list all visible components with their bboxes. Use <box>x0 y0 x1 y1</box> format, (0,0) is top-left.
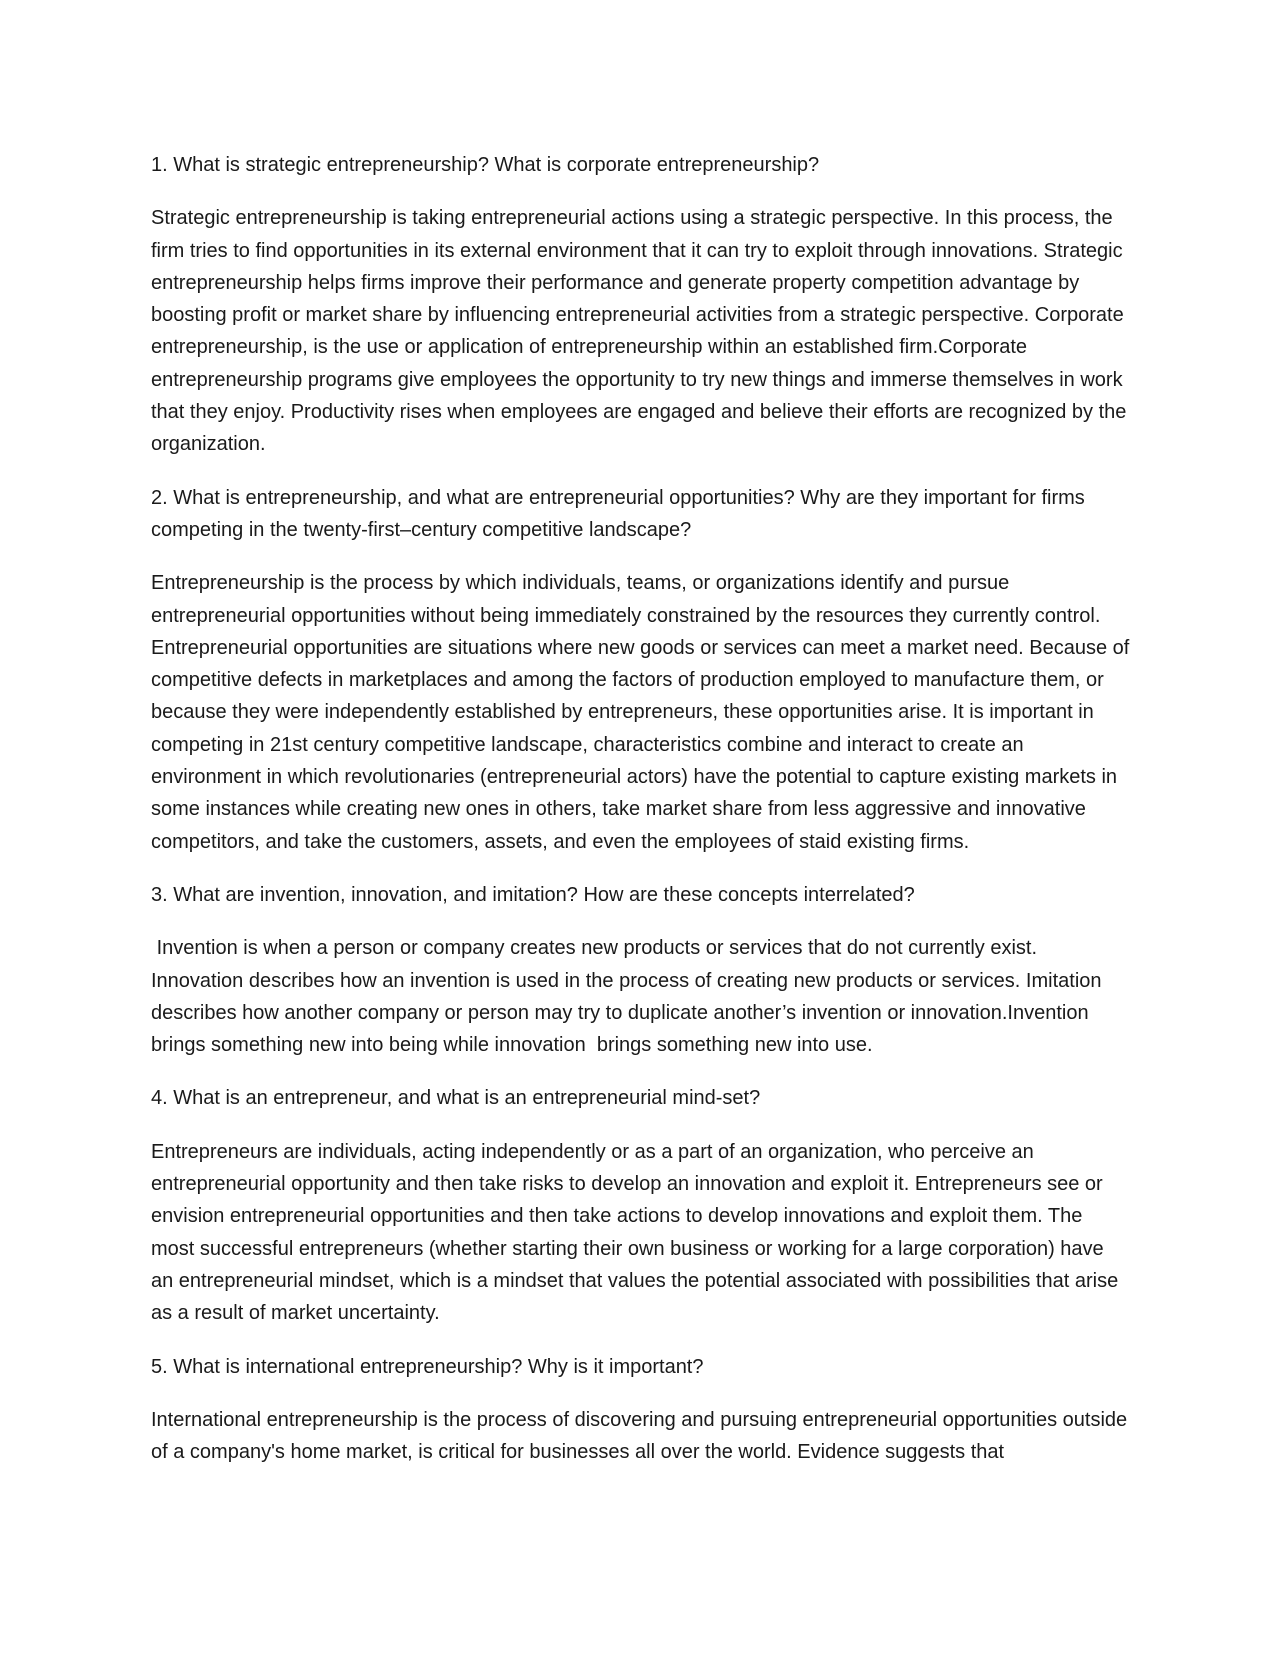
question-2: 2. What is entrepreneurship, and what are entrepreneurial opportunities? Why are they important for firms competing in the twenty-first–century competitive landscape? <box>151 486 1085 541</box>
answer-5: International entrepreneurship is the process of discovering and pursuing entrepreneurial opportunities outside of a company's home market, is critical for businesses all over the world. Evidence suggests that <box>151 1408 1128 1464</box>
document-body <box>151 149 1131 1489</box>
question-5: 5. What is international entrepreneurship? Why is it important? <box>151 1355 704 1378</box>
answer-2: Entrepreneurship is the process by which individuals, teams, or organizations identify and pursue entrepreneurial opportunities without being immediately constrained by the resources they currently control. Entrepreneurial opportunities are situations where new goods or services can meet a market need. Because of competitive defects in marketplaces and among the factors of production employed to manufacture them, or because they were independently established by entrepreneurs, these opportunities arise. It is important in competing in 21st century competitive landscape, characteristics combine and interact to create an environment in which revolutionaries (entrepreneurial actors) have the potential to capture existing markets in some instances while creating new ones in others, take market share from less aggressive and innovative competitors, and take the customers, assets, and even the employees of staid existing firms. <box>151 572 1130 853</box>
question-1: 1. What is strategic entrepreneurship? What is corporate entrepreneurship? <box>151 154 820 176</box>
answer-4: Entrepreneurs are individuals, acting independently or as a part of an organization, who perceive an entrepreneurial opportunity and then take risks to develop an innovation and exploit it. Entrepreneurs see or envision entrepreneurial opportunities and then take actions to develop innovations and exploit them. The most successful entrepreneurs (whether starting their own business or working for a large corporation) have an entrepreneurial mindset, which is a mindset that values the potential associated with possibilities that arise as a result of market uncertainty. <box>151 1140 1119 1325</box>
answer-1: Strategic entrepreneurship is taking entrepreneurial actions using a strategic perspective. In this process, the firm tries to find opportunities in its external environment that it can try to exploit through innovations. Strategic entrepreneurship helps firms improve their performance and generate property competition advantage by boosting profit or market share by influencing entrepreneurial activities from a strategic perspective. Corporate entrepreneurship, is the use or application of entrepreneurship within an established firm.Corporate entrepreneurship programs give employees the opportunity to try new things and immerse themselves in work that they enjoy. Productivity rises when employees are engaged and believe their efforts are recognized by the organization. <box>151 207 1127 456</box>
question-4: 4. What is an entrepreneur, and what is an entrepreneurial mind-set? <box>151 1087 761 1110</box>
question-3: 3. What are invention, innovation, and imitation? How are these concepts interrelated? <box>151 883 915 906</box>
answer-3: Invention is when a person or company creates new products or services that do not currently exist. Innovation describes how an invention is used in the process of creating new products or services. Imitation describes how another company or person may try to duplicate another’s invention or innovation.Invention brings something new into being while innovation brings something new into use. <box>151 937 1108 1057</box>
